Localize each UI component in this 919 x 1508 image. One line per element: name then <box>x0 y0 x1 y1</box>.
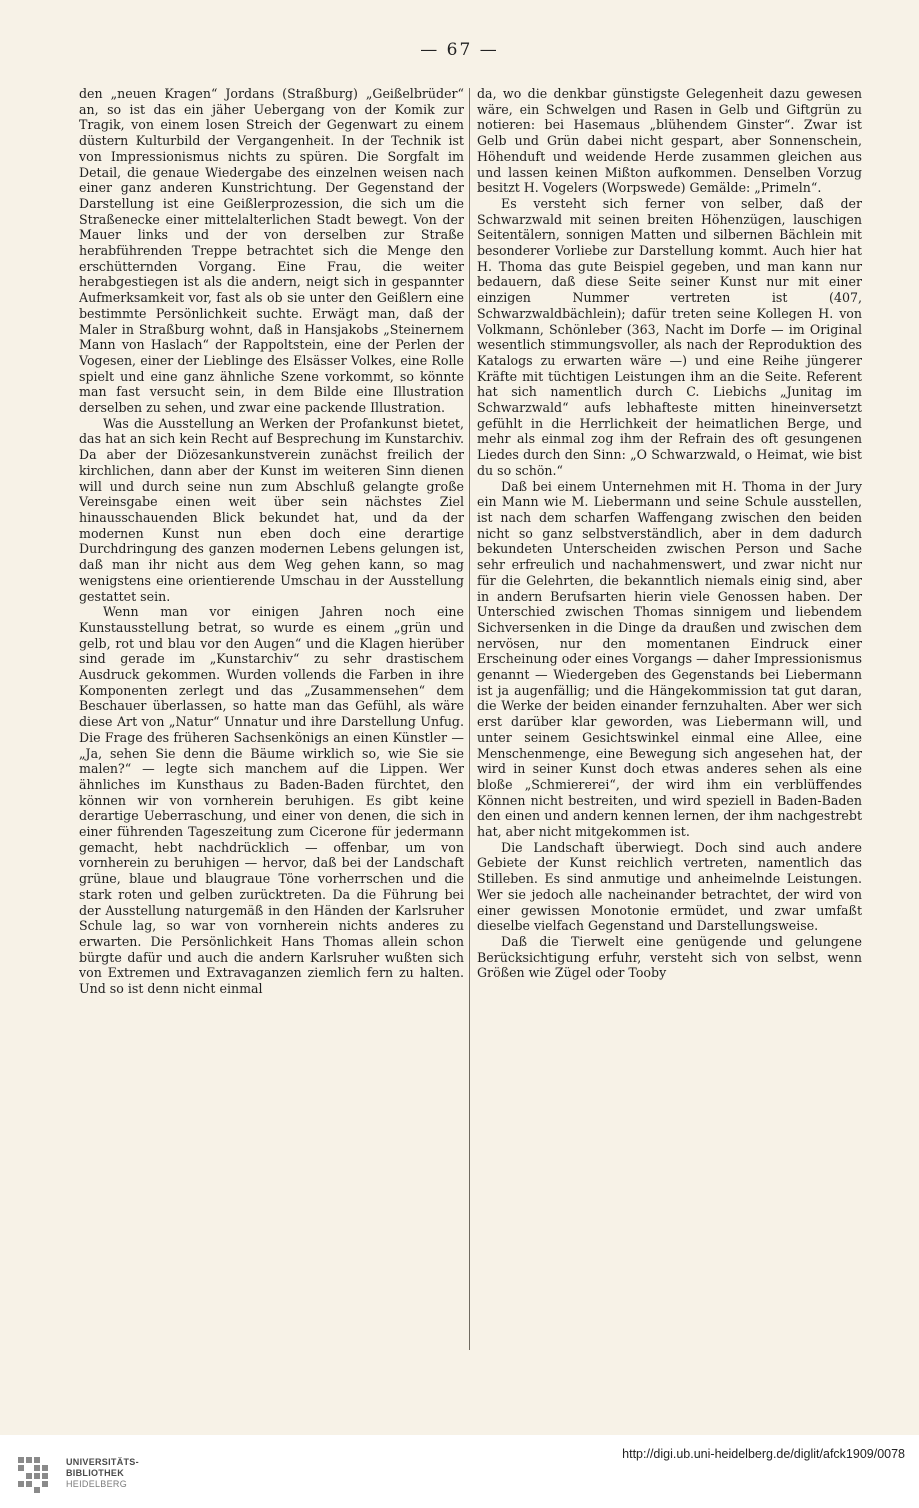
right-paragraph-4: Die Landschaft überwiegt. Doch sind auch andere Gebiete der Kunst reichlich vertreten, namentlich das Stilleben. Es sind anmutige und anheimelnde Leistungen. Wer sie jedoch alle nacheinander betrachtet, der wird von einer gewissen Monotonie ermüdet, und zwar umfaßt dieselbe vielfach Gegenstand und Darstellungsweise. <box>477 839 862 934</box>
right-column <box>477 86 862 1352</box>
library-logo[interactable] <box>16 1453 166 1499</box>
left-column <box>79 86 464 1352</box>
footer-bar <box>0 1435 919 1508</box>
left-paragraph-1: den „neuen Kragen“ Jordans (Straßburg) „Geißelbrüder“ an, so ist das ein jäher Uebergang von der Komik zur Tragik, von einem losen Streich der Gegenwart zu einem düstern Kulturbild der Vergangenheit. In der Technik ist von Impressionismus nichts zu spüren. Die Sorgfalt im Detail, die genaue Wiedergabe des einzelnen weisen nach einer ganz anderen Kunstrichtung. Der Gegenstand der Darstellung ist eine Geißlerprozession, die sich um die Straßenecke einer mittelalterlichen Stadt bewegt. Von der Mauer links und der von derselben zur Straße herabführenden Treppe betrachtet sich die Menge den erschütternden Vorgang. Eine Frau, die weiter herabgestiegen ist als die andern, neigt sich in gespannter Aufmerksamkeit vor, fast als ob sie unter den Geißlern eine bestimmte Persönlichkeit suchte. Erwägt man, daß der Maler in Straßburg wohnt, daß in Hansjakobs „Steinernem Mann von Haslach“ der Rappoltstein, eine der Perlen der Vogesen, einer der Lieblinge des Elsässer Volkes, eine Rolle spielt und eine ganz ähnliche Szene vorkommt, so könnte man fast versucht sein, in dem Bilde eine Illustration derselben zu sehen, und zwar eine packende Illustration. <box>79 86 464 416</box>
right-paragraph-1: da, wo die denkbar günstigste Gelegenheit dazu gewesen wäre, ein Schwelgen und Rasen in Gelb und Giftgrün zu notieren: bei Hasemaus „blühendem Ginster“. Zwar ist Gelb und Grün dabei nicht gespart, aber Sonnenschein, Höhenduft und weidende Herde zusammen gleichen aus und lassen keinen Mißton aufkommen. Denselben Vorzug besitzt H. Vogelers (Worpswede) Gemälde: „Primeln“. <box>477 86 862 196</box>
library-name-line-3: HEIDELBERG <box>66 1479 128 1489</box>
column-divider <box>469 88 470 1350</box>
source-url-link[interactable]: http://digi.ub.uni-heidelberg.de/diglit/afck1909/0078 <box>622 1447 905 1461</box>
library-name <box>66 1457 166 1490</box>
left-paragraph-3: Wenn man vor einigen Jahren noch eine Kunstausstellung betrat, so wurde es einem „grün und gelb, rot und blau vor den Augen“ und die Klagen hierüber sind gerade im „Kunstarchiv“ zu sehr drastischem Ausdruck gekommen. Wurden vollends die Farben in ihre Komponenten zerlegt und das „Zusammensehen“ dem Beschauer überlassen, so hatte man das Gefühl, als wäre diese Art von „Natur“ Unnatur und ihre Darstellung Unfug. Die Frage des früheren Sachsenkönigs an einen Künstler — „Ja, sehen Sie denn die Bäume wirklich so, wie Sie sie malen?“ — legte sich manchem auf die Lippen. Wer ähnliches im Kunsthaus zu Baden-Baden fürchtet, den können wir von vornherein beruhigen. Es gibt keine derartige Ueberraschung, und einer von denen, die sich in einer führenden Tageszeitung zum Cicerone für jedermann gemacht, hebt nachdrücklich — offenbar, um von vornherein zu beruhigen — hervor, daß bei der Landschaft grüne, blaue und blaugraue Töne vorherrschen und die stark roten und gelben zurücktreten. Da die Führung bei der Ausstellung naturgemäß in den Händen der Karlsruher Schule lag, so war von vornherein nichts anderes zu erwarten. Die Persönlichkeit Hans Thomas allein schon bürgte dafür und auch die andern Karlsruher wußten sich von Extremen und Extravaganzen ziemlich fern zu halten. Und so ist denn nicht einmal <box>79 604 464 997</box>
left-paragraph-2: Was die Ausstellung an Werken der Profankunst bietet, das hat an sich kein Recht auf Besprechung im Kunstarchiv. Da aber der Diözesankunstverein zunächst freilich der kirchlichen, dann aber der Kunst im weiteren Sinn dienen will und durch seine nun zum Abschluß gelangte große Vereinsgabe einen weit über sein nächstes Ziel hinausschauenden Blick bekundet hat, und da der modernen Kunst nun eben doch eine derartige Durchdringung des ganzen modernen Lebens gelungen ist, daß man ihr nicht aus dem Weg gehen kann, so mag wenigstens eine orientierende Umschau in der Ausstellung gestattet sein. <box>79 415 464 604</box>
page-number: — 67 — <box>420 40 499 60</box>
right-paragraph-5: Daß die Tierwelt eine genügende und gelungene Berücksichtigung erfuhr, versteht sich von selbst, wenn Größen wie Zügel oder Tooby <box>477 933 862 981</box>
library-emblem-icon <box>16 1455 56 1495</box>
right-paragraph-2: Es versteht sich ferner von selber, daß der Schwarzwald mit seinen breiten Höhenzügen, lauschigen Seitentälern, sonnigen Matten und silbernen Bächlein mit besonderer Vorliebe zur Darstellung kommt. Auch hier hat H. Thoma das gute Beispiel gegeben, und man kann nur bedauern, daß diese Seite seiner Kunst nur mit einer einzigen Nummer vertreten ist (407, Schwarzwaldbächlein); dafür treten seine Kollegen H. von Volkmann, Schönleber (363, Nacht im Dorfe — im Original wesentlich stimmungsvoller, als nach der Reproduktion des Katalogs zu erwarten wäre —) und eine Reihe jüngerer Kräfte mit tüchtigen Leistungen ihm an die Seite. Referent hat sich namentlich durch C. Liebichs „Junitag im Schwarzwald“ aufs lebhafteste mitten hineinversetzt gefühlt in die Herrlichkeit der heimatlichen Berge, und mehr als einmal zog ihm der Refrain des oft gesungenen Liedes durch den Sinn: „O Schwarzwald, o Heimat, wie bist du so schön.“ <box>477 195 862 478</box>
right-paragraph-3: Daß bei einem Unternehmen mit H. Thoma in der Jury ein Mann wie M. Liebermann und seine Schule ausstellen, ist nach dem scharfen Waffengang zwischen den beiden nicht so ganz selbstverständlich, aber in dem dadurch bekundeten Unterscheiden zwischen Person und Sache sehr erfreulich und nachahmenswert, und zwar nicht nur für die Gelehrten, die bekanntlich niemals einig sind, aber in andern Berufsarten hierin viele Genossen haben. Der Unterschied zwischen Thomas sinnigem und liebendem Sichversenken in die Dinge da draußen und zwischen dem nervösen, nur den momentanen Eindruck einer Erscheinung oder eines Vorgangs — daher Impressionismus genannt — Wiedergeben des Gegenstands bei Liebermann ist ja augenfällig; und die Hängekommission tat gut daran, die Werke der beiden einander fernzuhalten. Aber wer sich erst darüber klar geworden, was Liebermann will, und unter seinem Gesichtswinkel einmal eine Allee, eine Menschenmenge, eine Bewegung sich angesehen hat, der wird in seiner Kunst doch etwas anderes sehen als eine bloße „Schmiererei“, der wird ihm ein verblüffendes Können nicht bestreiten, und wird speziell in Baden-Baden den einen und andern kennen lernen, der ihm nachgestrebt hat, aber nicht mitgekommen ist. <box>477 478 862 840</box>
library-name-line-2: BIBLIOTHEK <box>66 1468 124 1478</box>
library-name-line-1: UNIVERSITÄTS- <box>66 1457 139 1467</box>
